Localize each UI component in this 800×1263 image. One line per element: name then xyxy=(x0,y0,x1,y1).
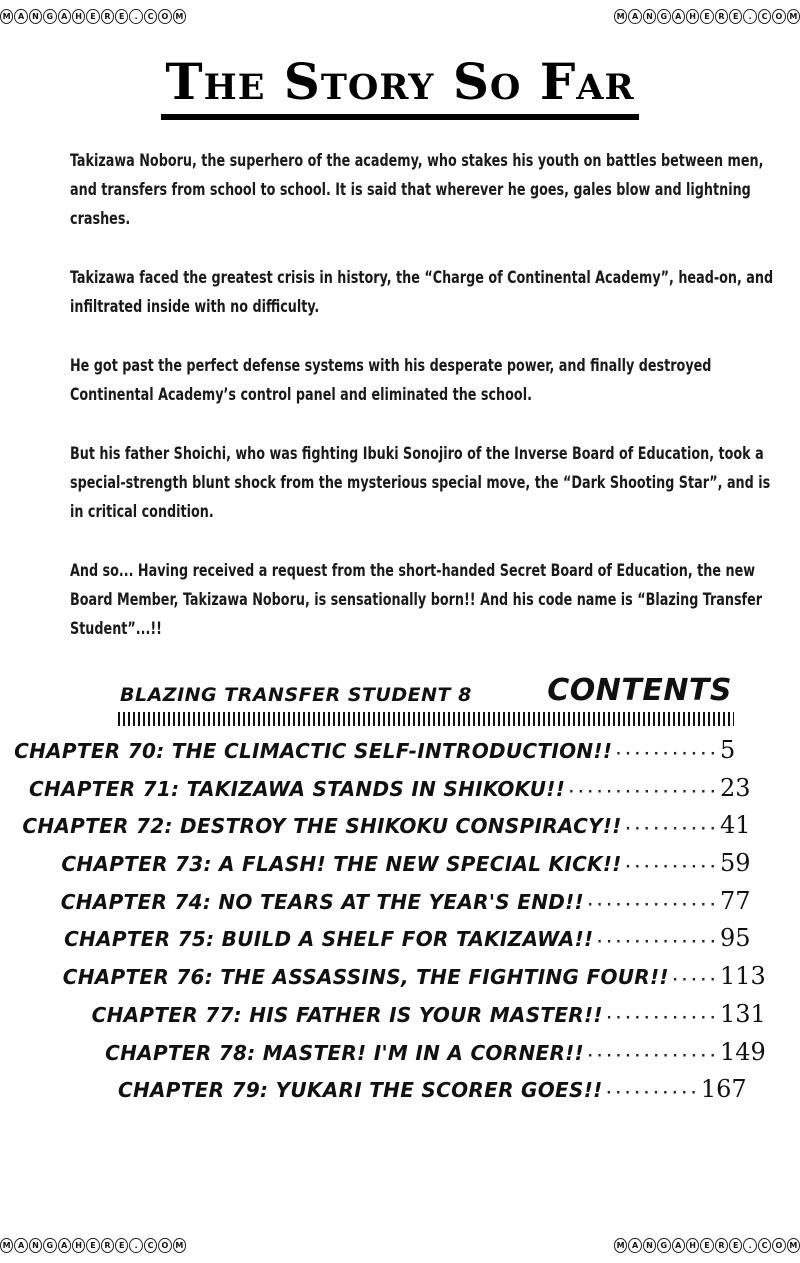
leader-dots: ············ xyxy=(604,1009,718,1026)
watermark-letter: N xyxy=(643,1238,656,1253)
story-synopsis xyxy=(70,146,782,673)
watermark-letter: E xyxy=(729,9,742,24)
watermark-letter: C xyxy=(758,1238,771,1253)
watermark-letter: E xyxy=(729,1238,742,1253)
leader-dots: ··········· xyxy=(614,746,718,762)
watermark-letter: A xyxy=(58,1238,71,1253)
table-of-contents xyxy=(14,672,766,1113)
contents-heading: CONTENTS xyxy=(547,673,732,708)
story-paragraph: Takizawa faced the greatest crisis in history, the “Charge of Continental Academy”, head-on, and infiltrated inside with no difficulty. xyxy=(70,268,774,316)
watermark-letter: C xyxy=(758,9,771,24)
watermark-letter: E xyxy=(115,9,128,24)
watermark-letter: A xyxy=(14,9,27,24)
chapter-page-number: 149 xyxy=(720,1037,766,1066)
chapter-entry xyxy=(14,736,736,774)
leader-dots: ····· xyxy=(670,972,718,989)
watermark-letter: A xyxy=(672,1238,685,1253)
watermark-letter: A xyxy=(628,9,641,24)
watermark-letter: G xyxy=(43,1238,56,1253)
leader-dots: ·········· xyxy=(623,859,718,876)
watermark-letter: G xyxy=(43,9,56,24)
watermark-letter: A xyxy=(628,1238,641,1253)
watermark-letter: H xyxy=(72,9,85,24)
watermark-bottom-left xyxy=(0,1236,186,1254)
page-title: The Story So Far xyxy=(161,50,638,120)
chapter-page-number: 41 xyxy=(720,811,751,840)
watermark-letter: M xyxy=(787,9,800,24)
watermark-top-left xyxy=(0,7,186,25)
chapter-page-number: 113 xyxy=(720,962,766,991)
watermark-letter: O xyxy=(772,1238,785,1253)
contents-header xyxy=(118,672,734,708)
series-volume-label: BLAZING TRANSFER STUDENT 8 xyxy=(120,684,472,706)
watermark-letter: R xyxy=(101,9,114,24)
watermark-letter: E xyxy=(115,1238,128,1253)
watermark-letter: N xyxy=(29,1238,42,1253)
watermark-letter: A xyxy=(14,1238,27,1253)
watermark-letter: H xyxy=(72,1238,85,1253)
watermark-letter: H xyxy=(686,1238,699,1253)
watermark-letter: M xyxy=(787,1238,800,1253)
watermark-letter: R xyxy=(715,9,728,24)
story-paragraph: He got past the perfect defense systems with his desperate power, and finally destroyed Continental Academy’s control panel and eliminated the school. xyxy=(70,356,712,404)
watermark-letter: G xyxy=(657,9,670,24)
chapter-title: CHAPTER 73: A FLASH! THE NEW SPECIAL KICK!! xyxy=(61,852,622,877)
watermark-letter: G xyxy=(657,1238,670,1253)
watermark-bottom-right xyxy=(614,1236,800,1254)
watermark-letter: H xyxy=(686,9,699,24)
chapter-page-number: 5 xyxy=(720,736,736,764)
watermark-letter: E xyxy=(86,1238,99,1253)
leader-dots: ·········· xyxy=(604,1085,699,1102)
chapter-page-number: 167 xyxy=(700,1075,747,1104)
chapter-entry xyxy=(62,962,766,1000)
chapter-entry xyxy=(29,773,751,812)
story-paragraph: Takizawa Noboru, the superhero of the academy, who stakes his youth on battles between men, and transfers from school to school. It is said that wherever he goes, gales blow and lightning crashes. xyxy=(70,151,764,228)
watermark-letter: E xyxy=(700,9,713,24)
chapter-title: CHAPTER 72: DESTROY THE SHIKOKU CONSPIRACY!! xyxy=(22,814,622,839)
chapter-page-number: 59 xyxy=(720,849,751,878)
contents-divider xyxy=(118,712,734,726)
watermark-letter: C xyxy=(144,1238,157,1253)
chapter-title: CHAPTER 76: THE ASSASSINS, THE FIGHTING FOUR!! xyxy=(62,965,669,990)
watermark-letter: N xyxy=(643,9,656,24)
chapter-entry xyxy=(61,849,751,887)
watermark-letter: M xyxy=(614,1238,627,1253)
chapter-page-number: 95 xyxy=(720,924,751,953)
chapter-entry xyxy=(105,1037,766,1076)
chapter-title: CHAPTER 75: BUILD A SHELF FOR TAKIZAWA!! xyxy=(64,927,594,952)
watermark-letter: . xyxy=(743,1238,756,1253)
watermark-letter: O xyxy=(158,1238,171,1253)
leader-dots: ················ xyxy=(567,783,718,800)
leader-dots: ············· xyxy=(595,934,718,951)
watermark-letter: M xyxy=(0,1238,13,1253)
watermark-letter: . xyxy=(129,9,142,24)
watermark-letter: R xyxy=(715,1238,728,1253)
watermark-letter: A xyxy=(58,9,71,24)
chapter-list xyxy=(14,736,766,1113)
watermark-letter: E xyxy=(86,9,99,24)
story-paragraph: And so... Having received a request from the short-handed Secret Board of Education, the new Board Member, Takizawa Noboru, is sensationally born!! And his code name is “Blazing Transfer Student”...!! xyxy=(70,561,763,638)
chapter-title: CHAPTER 77: HIS FATHER IS YOUR MASTER!! xyxy=(91,1002,603,1027)
watermark-letter: M xyxy=(173,1238,186,1253)
chapter-page-number: 23 xyxy=(720,773,751,802)
story-paragraph: But his father Shoichi, who was fighting Ibuki Sonojiro of the Inverse Board of Education, took a special-strength blunt shock from the mysterious special move, the “Dark Shooting Star”, and is in critical condition. xyxy=(70,444,771,521)
chapter-entry xyxy=(91,999,766,1038)
chapter-title: CHAPTER 78: MASTER! I'M IN A CORNER!! xyxy=(105,1040,584,1065)
chapter-entry xyxy=(64,924,751,962)
chapter-title: CHAPTER 79: YUKARI THE SCORER GOES!! xyxy=(118,1078,603,1103)
leader-dots: ·············· xyxy=(585,1047,718,1064)
watermark-letter: E xyxy=(700,1238,713,1253)
page-title-container xyxy=(0,50,800,120)
watermark-letter: O xyxy=(158,9,171,24)
watermark-letter: . xyxy=(743,9,756,24)
chapter-title: CHAPTER 74: NO TEARS AT THE YEAR'S END!! xyxy=(60,889,584,914)
watermark-top-right xyxy=(614,7,800,25)
chapter-title: CHAPTER 71: TAKIZAWA STANDS IN SHIKOKU!! xyxy=(29,776,566,801)
chapter-entry xyxy=(60,886,751,925)
watermark-letter: M xyxy=(614,9,627,24)
watermark-letter: A xyxy=(672,9,685,24)
watermark-letter: M xyxy=(0,9,13,24)
chapter-page-number: 77 xyxy=(720,886,751,915)
watermark-letter: . xyxy=(129,1238,142,1253)
chapter-entry xyxy=(118,1075,747,1113)
watermark-letter: O xyxy=(772,9,785,24)
leader-dots: ·············· xyxy=(585,896,718,913)
watermark-letter: R xyxy=(101,1238,114,1253)
chapter-entry xyxy=(22,811,751,849)
chapter-title: CHAPTER 70: THE CLIMACTIC SELF-INTRODUCTION!! xyxy=(14,739,613,763)
chapter-page-number: 131 xyxy=(720,999,766,1028)
leader-dots: ·········· xyxy=(623,821,718,838)
watermark-letter: C xyxy=(144,9,157,24)
watermark-letter: M xyxy=(173,9,186,24)
watermark-letter: N xyxy=(29,9,42,24)
